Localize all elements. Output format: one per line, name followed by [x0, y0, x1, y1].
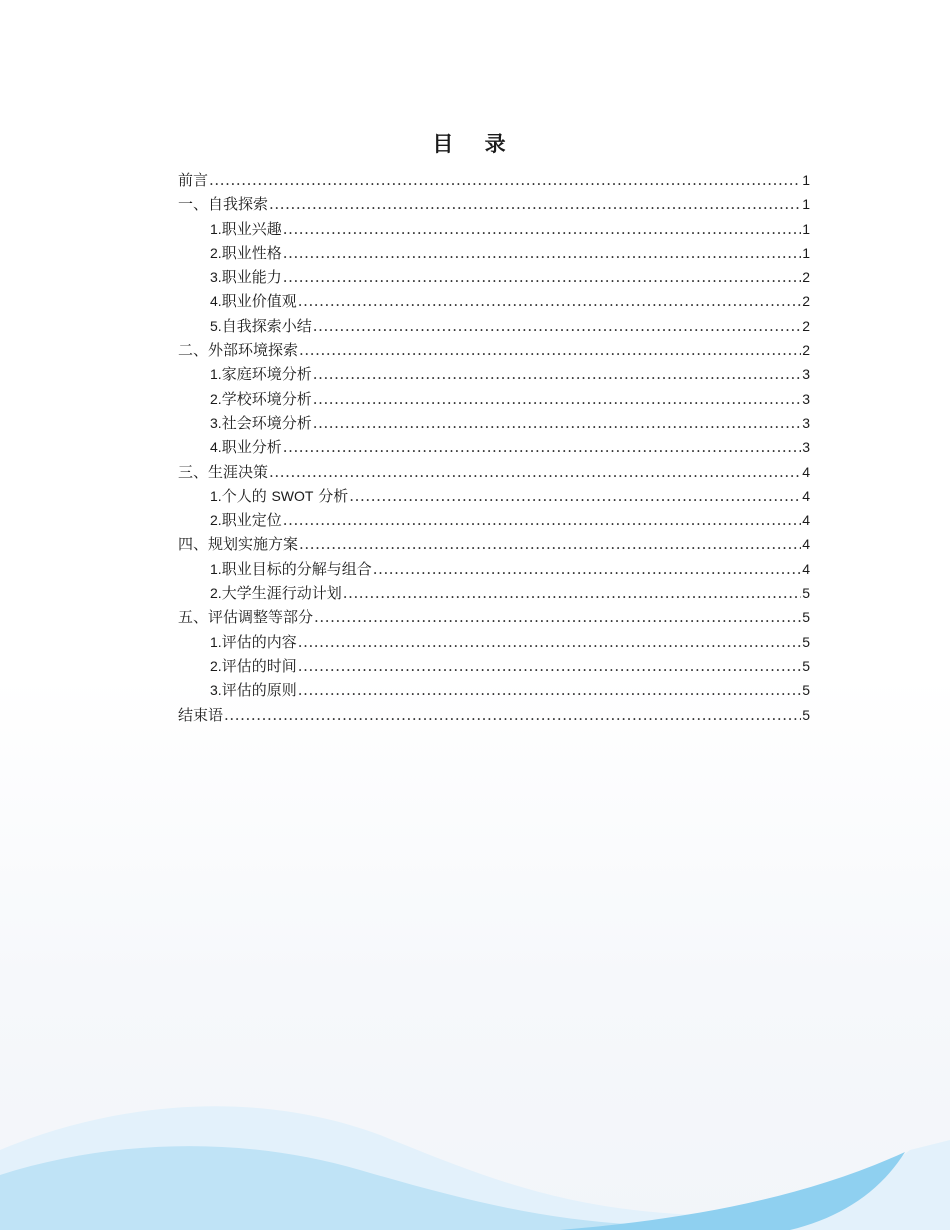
toc-entry-page: 4: [802, 463, 810, 480]
toc-entry-page: 2: [802, 342, 810, 359]
table-of-contents: [178, 168, 810, 727]
dot-leader: [283, 508, 802, 532]
toc-entry[interactable]: [178, 265, 810, 289]
toc-entry-page: 4: [802, 560, 810, 577]
toc-entry-page: 2: [802, 269, 810, 286]
dot-leader: [269, 192, 801, 216]
toc-entry-label: 3.职业能力: [210, 268, 282, 287]
dot-leader: [298, 678, 802, 702]
toc-entry[interactable]: [178, 435, 810, 459]
dot-leader: [299, 338, 801, 362]
dot-leader: [313, 314, 802, 338]
toc-entry[interactable]: [178, 314, 810, 338]
toc-entry-page: 3: [802, 439, 810, 456]
toc-entry[interactable]: [178, 387, 810, 411]
dot-leader: [224, 703, 801, 727]
toc-entry-label: 1.职业兴趣: [210, 219, 282, 238]
toc-entry[interactable]: [178, 508, 810, 532]
toc-title: 目 录: [432, 132, 518, 156]
toc-entry-label: 3.社会环境分析: [210, 413, 312, 432]
toc-entry-label: 1.个人的 SWOT 分析: [210, 486, 349, 505]
toc-entry-label: 五、评估调整等部分: [178, 608, 314, 627]
dot-leader: [283, 217, 802, 241]
toc-entry-label: 一、自我探索: [178, 195, 269, 214]
toc-entry[interactable]: [178, 484, 810, 508]
toc-entry-page: 3: [802, 414, 810, 431]
toc-entry-label: 4.职业价值观: [210, 292, 297, 311]
toc-entry-label: 1.职业目标的分解与组合: [210, 559, 372, 578]
dot-leader: [313, 362, 802, 386]
toc-entry[interactable]: [178, 192, 810, 216]
toc-entry[interactable]: [178, 289, 810, 313]
toc-entry[interactable]: [178, 241, 810, 265]
toc-entry-label: 5.自我探索小结: [210, 316, 312, 335]
dot-leader: [209, 168, 801, 192]
dot-leader: [349, 484, 801, 508]
dot-leader: [343, 581, 802, 605]
toc-entry-page: 5: [802, 633, 810, 650]
toc-entry-page: 1: [802, 172, 810, 188]
dot-leader: [283, 265, 802, 289]
toc-entry-label: 2.学校环境分析: [210, 389, 312, 408]
toc-entry-label: 3.评估的原则: [210, 681, 297, 700]
toc-entry-label: 4.职业分析: [210, 438, 282, 457]
toc-entry-page: 3: [802, 366, 810, 383]
dot-leader: [283, 435, 802, 459]
toc-entry-page: 2: [802, 317, 810, 334]
toc-entry-page: 1: [802, 196, 810, 213]
toc-entry[interactable]: [178, 581, 810, 605]
toc-entry-page: 1: [802, 220, 810, 237]
dot-leader: [373, 557, 802, 581]
toc-entry[interactable]: [178, 168, 810, 192]
toc-entry-page: 5: [802, 682, 810, 699]
toc-entry-label: 2.职业定位: [210, 511, 282, 530]
toc-entry[interactable]: [178, 362, 810, 386]
toc-entry-label: 1.评估的内容: [210, 632, 297, 651]
dot-leader: [299, 532, 801, 556]
dot-leader: [298, 630, 802, 654]
dot-leader: [313, 387, 802, 411]
toc-entry[interactable]: [178, 557, 810, 581]
toc-entry-page: 1: [802, 244, 810, 261]
toc-entry-label: 四、规划实施方案: [178, 535, 299, 554]
toc-entry[interactable]: [178, 411, 810, 435]
toc-entry[interactable]: [178, 703, 810, 727]
toc-entry[interactable]: [178, 678, 810, 702]
toc-entry[interactable]: [178, 460, 810, 484]
toc-entry-page: 2: [802, 293, 810, 310]
toc-entry-label: 2.大学生涯行动计划: [210, 584, 342, 603]
dot-leader: [269, 460, 801, 484]
toc-entry-label: 2.职业性格: [210, 243, 282, 262]
toc-entry-page: 4: [802, 512, 810, 529]
toc-entry-page: 5: [802, 657, 810, 674]
toc-entry-label: 1.家庭环境分析: [210, 365, 312, 384]
toc-entry-page: 4: [802, 536, 810, 553]
decorative-wave: [0, 1080, 950, 1230]
toc-entry[interactable]: [178, 605, 810, 629]
dot-leader: [313, 411, 802, 435]
dot-leader: [298, 654, 802, 678]
toc-entry-page: 5: [802, 609, 810, 626]
toc-entry-label: 结束语: [178, 705, 224, 724]
toc-entry-page: 5: [802, 585, 810, 602]
dot-leader: [283, 241, 802, 265]
dot-leader: [298, 289, 802, 313]
toc-entry-page: 3: [802, 390, 810, 407]
toc-entry-label: 二、外部环境探索: [178, 341, 299, 360]
toc-entry-page: 5: [802, 706, 810, 723]
toc-entry[interactable]: [178, 532, 810, 556]
toc-entry-label: 三、生涯决策: [178, 462, 269, 481]
toc-entry[interactable]: [178, 338, 810, 362]
toc-entry-label: 前言: [178, 171, 209, 189]
dot-leader: [314, 605, 801, 629]
toc-entry-page: 4: [802, 487, 810, 504]
toc-entry-label: 2.评估的时间: [210, 656, 297, 675]
toc-entry[interactable]: [178, 217, 810, 241]
toc-entry[interactable]: [178, 654, 810, 678]
toc-entry[interactable]: [178, 630, 810, 654]
